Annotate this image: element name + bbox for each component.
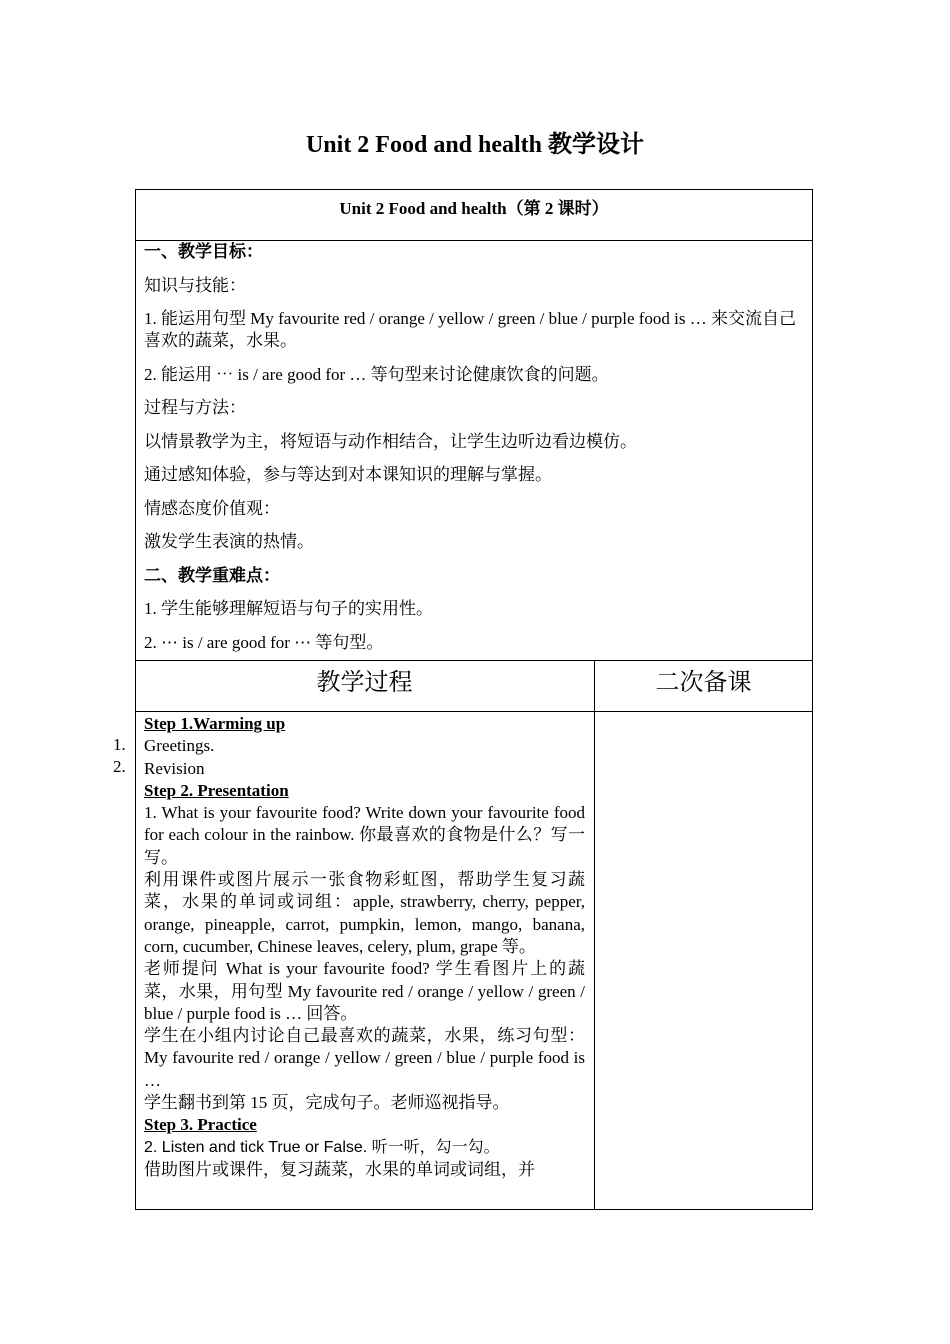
- list-number: 2.: [113, 757, 126, 776]
- process-paragraph: 借助图片或课件，复习蔬菜，水果的单词或词组，并: [144, 1159, 535, 1179]
- objectives-section: [144, 241, 806, 665]
- process-paragraph: 学生翻书到第 15 页，完成句子。老师巡视指导。: [144, 1093, 510, 1113]
- key-point-line: 2. ⋯ is / are good for ⋯ 等句型。: [144, 632, 384, 652]
- objective-line: 1. 能运用句型 My favourite red / orange / yellow / green / blue / purple food is … 来交流自己喜欢的蔬菜，水果。: [144, 309, 797, 350]
- process-paragraph: 学生在小组内讨论自己最喜欢的蔬菜，水果，练习句型：My favourite red / orange / yellow / green / blue / purple food is …: [144, 1026, 585, 1090]
- objective-line: 过程与方法：: [144, 398, 246, 417]
- document-title: Unit 2 Food and health 教学设计: [305, 132, 645, 158]
- teaching-process: [144, 713, 585, 1181]
- objectives-heading: 一、教学目标：: [144, 242, 263, 261]
- key-points-heading: 二、教学重难点：: [144, 565, 280, 585]
- column-divider: [594, 660, 595, 1210]
- step-heading: Step 1.Warming up: [144, 714, 286, 733]
- objective-line: 以情景教学为主，将短语与动作相结合，让学生边听边看边模仿。: [144, 431, 637, 451]
- process-paragraph: 利用课件或图片展示一张食物彩虹图，帮助学生复习蔬菜，水果的单词或词组：apple, strawberry, cherry, pepper, orange, pineapple, carrot, pumpkin, lemon, mango, banana, corn, cucumber, Chinese leaves, celery, plum, grape 等。: [144, 870, 585, 956]
- lesson-subtitle: Unit 2 Food and health（第 2 课时）: [339, 199, 609, 218]
- process-paragraph: 老师提问 What is your favourite food? 学生看图片上的蔬菜，水果，用句型 My favourite red / orange / yellow / green / blue / purple food is … 回答。: [144, 959, 585, 1023]
- objective-line: 激发学生表演的热情。: [144, 532, 314, 551]
- objective-line: 知识与技能：: [144, 275, 246, 295]
- objective-line: 情感态度价值观：: [144, 498, 280, 518]
- key-point-line: 1. 学生能够理解短语与句子的实用性。: [144, 599, 433, 618]
- step-heading: Step 3. Practice: [144, 1115, 257, 1135]
- objective-line: 通过感知体验，参与等达到对本课知识的理解与掌握。: [144, 465, 552, 484]
- process-column-header: 教学过程: [316, 670, 413, 696]
- process-paragraph: 1. What is your favourite food? Write down your favourite food for each colour in the rainbow. 你最喜欢的食物是什么？写一写。: [144, 803, 585, 867]
- process-line: Revision: [144, 758, 205, 778]
- list-number: 1.: [113, 735, 126, 754]
- objective-line: 2. 能运用 ⋯ is / are good for … 等句型来讨论健康饮食的问题。: [144, 364, 609, 384]
- process-paragraph: 2. Listen and tick True or False. 听一听，勾一勾。: [144, 1138, 500, 1156]
- step-heading: Step 2. Presentation: [144, 780, 289, 800]
- process-line: Greetings.: [144, 736, 215, 756]
- review-column-header: 二次备课: [655, 670, 752, 696]
- table-rule: [135, 711, 813, 712]
